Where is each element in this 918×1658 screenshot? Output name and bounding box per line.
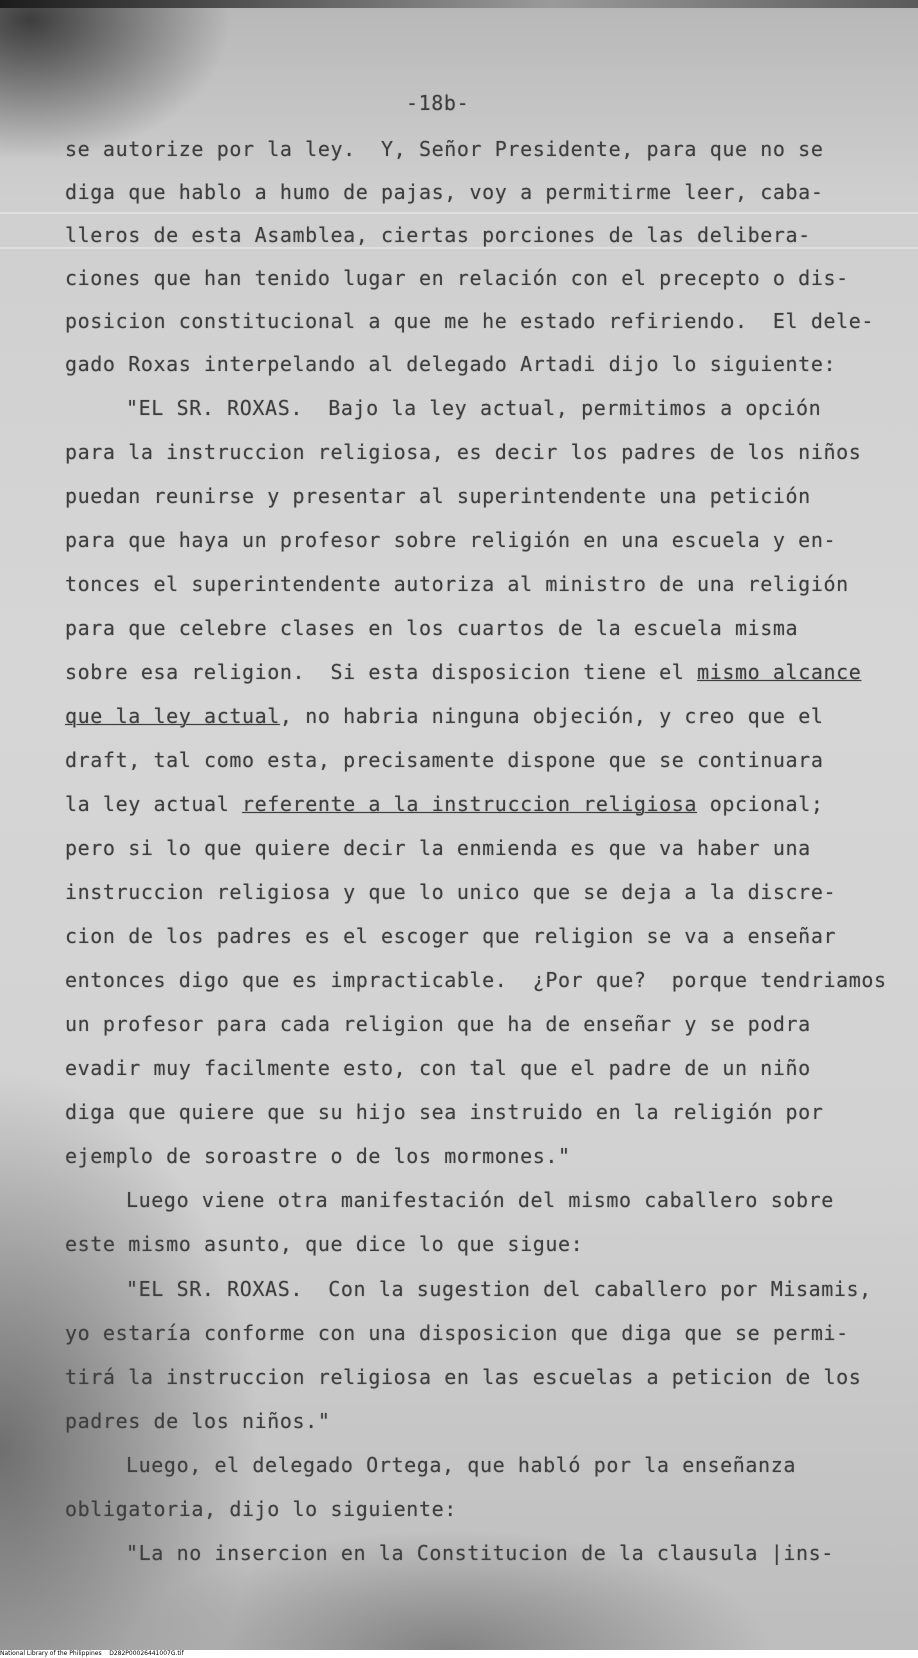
text-line: lleros de esta Asamblea, ciertas porciones de las delibera- (65, 223, 811, 247)
text-line: Luego viene otra manifestación del mismo caballero sobre (126, 1188, 834, 1212)
text-line: obligatoria, dijo lo siguiente: (65, 1497, 457, 1521)
quote-line: puedan reunirse y presentar al superintendente una petición (65, 484, 811, 508)
underlined-text: que la ley actual (65, 704, 280, 728)
page-number: -18b- (406, 91, 470, 115)
quote-line: "La no insercion en la Constitucion de la clausula |ins- (126, 1541, 834, 1565)
quote-line (65, 704, 823, 728)
quote-line (65, 792, 823, 816)
text-line: ciones que han tenido lugar en relación con el precepto o dis- (65, 266, 849, 290)
quote-line: "EL SR. ROXAS. Bajo la ley actual, permitimos a opción (126, 396, 822, 420)
quote-line: evadir muy facilmente esto, con tal que el padre de un niño (65, 1056, 811, 1080)
quote-line: instruccion religiosa y que lo unico que se deja a la discre- (65, 880, 837, 904)
underlined-text: mismo alcance (697, 660, 862, 684)
quote-line: entonces digo que es impracticable. ¿Por que? porque tendriamos (65, 968, 887, 992)
quote-line: ejemplo de soroastre o de los mormones." (65, 1144, 571, 1168)
quote-line: tirá la instruccion religiosa en las escuelas a peticion de los (65, 1365, 862, 1389)
text-segment: opcional; (697, 792, 824, 816)
quote-line: tonces el superintendente autoriza al ministro de una religión (65, 572, 849, 596)
quote-line: "EL SR. ROXAS. Con la sugestion del caballero por Misamis, (126, 1277, 872, 1301)
text-line: Luego, el delegado Ortega, que habló por la enseñanza (126, 1453, 796, 1477)
quote-line: para que celebre clases en los cuartos de la escuela misma (65, 616, 799, 640)
quote-line: para la instruccion religiosa, es decir los padres de los niños (65, 440, 862, 464)
text-segment: sobre esa religion. Si esta disposicion tiene el (65, 660, 698, 684)
text-line: este mismo asunto, que dice lo que sigue: (65, 1232, 584, 1256)
text-line: posicion constitucional a que me he estado refiriendo. El dele- (65, 309, 875, 333)
scan-footer: National Library of the Philippines D282P00026441007G.tif (0, 1650, 918, 1658)
text-line: se autorize por la ley. Y, Señor Presidente, para que no se (65, 137, 824, 161)
quote-line: para que haya un profesor sobre religión en una escuela y en- (65, 528, 837, 552)
quote-line: padres de los niños." (65, 1409, 331, 1433)
text-line: gado Roxas interpelando al delegado Artadi dijo lo siguiente: (65, 352, 837, 376)
quote-line (65, 660, 861, 684)
text-segment: , no habria ninguna objeción, y creo que el (279, 704, 824, 728)
quote-line: yo estaría conforme con una disposicion que diga que se permi- (65, 1321, 849, 1345)
quote-line: un profesor para cada religion que ha de enseñar y se podra (65, 1012, 811, 1036)
text-segment: la ley actual (65, 792, 242, 816)
underlined-text: referente a la instruccion religiosa (241, 792, 698, 816)
quote-line: pero si lo que quiere decir la enmienda es que va haber una (65, 836, 811, 860)
text-line: diga que hablo a humo de pajas, voy a permitirme leer, caba- (65, 180, 824, 204)
quote-line: draft, tal como esta, precisamente dispone que se continuara (65, 748, 824, 772)
quote-line: diga que quiere que su hijo sea instruido en la religión por (65, 1100, 824, 1124)
quote-line: cion de los padres es el escoger que religion se va a enseñar (65, 924, 837, 948)
